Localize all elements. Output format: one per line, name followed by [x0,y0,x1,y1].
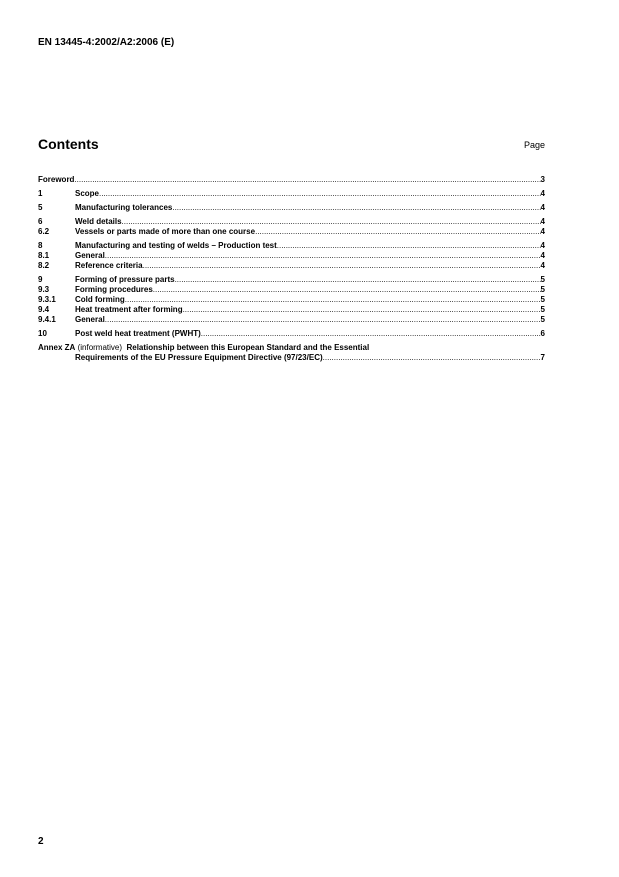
toc-entry-title: Vessels or parts made of more than one course [75,227,256,236]
toc-page-number: 4 [540,227,545,236]
toc-leader-dots [99,189,541,199]
page-title: Contents [38,136,99,152]
toc-entry-title: General [75,251,105,260]
toc-row[interactable] [38,189,545,199]
toc-section-number: 8.2 [38,261,50,270]
toc-page-number: 3 [540,175,545,184]
toc-section-number: 9.4 [38,305,50,314]
toc-entry-title: Weld details [75,217,122,226]
toc-page-number: 5 [540,315,545,324]
toc-entry-title: Reference criteria [75,261,143,270]
table-of-contents [38,175,545,363]
annex-title-line-1: Relationship between this European Standard and the Essential [126,343,370,352]
toc-page-number: 6 [540,329,545,338]
document-header: EN 13445-4:2002/A2:2006 (E) [38,37,175,48]
toc-section-number: 8.1 [38,251,50,260]
toc-row[interactable] [38,241,545,251]
toc-row[interactable] [38,285,545,295]
toc-page-number: 4 [540,261,545,270]
toc-entry-title: Forming procedures [75,285,153,294]
toc-row[interactable] [38,295,545,305]
toc-leader-dots [277,241,541,251]
toc-leader-dots [105,315,541,325]
annex-qualifier: (informative) [77,343,123,352]
toc-section-number: 9 [38,275,43,284]
toc-row[interactable] [38,227,545,237]
toc-row-annex-za[interactable] [38,343,545,363]
toc-leader-dots [74,175,540,185]
toc-leader-dots [201,329,541,339]
toc-page-number: 5 [540,285,545,294]
toc-section-number: 9.4.1 [38,315,56,324]
toc-page-number: 5 [540,275,545,284]
toc-page-number: 4 [540,241,545,250]
toc-row[interactable] [38,275,545,285]
toc-section-number: 10 [38,329,47,338]
toc-section-number: 9.3.1 [38,295,56,304]
toc-page-number: 5 [540,295,545,304]
toc-page-number: 4 [540,203,545,212]
toc-row[interactable] [38,329,545,339]
footer-page-number: 2 [38,836,44,847]
annex-label: Annex ZA [38,343,76,352]
toc-section-number: 9.3 [38,285,50,294]
toc-section-number: 5 [38,203,43,212]
toc-entry-title: Forming of pressure parts [75,275,175,284]
toc-leader-dots [125,295,541,305]
toc-leader-dots [255,227,540,237]
toc-row[interactable] [38,305,545,315]
toc-leader-dots [323,353,541,363]
annex-title-line-2: Requirements of the EU Pressure Equipment Directive (97/23/EC) [75,353,323,362]
annex-line-1 [38,343,545,353]
annex-line-2 [38,353,545,363]
toc-entry-title: General [75,315,105,324]
toc-page-number: 5 [540,305,545,314]
toc-row-foreword[interactable] [38,175,545,185]
toc-section-number: 6 [38,217,43,226]
toc-leader-dots [175,275,541,285]
toc-row[interactable] [38,315,545,325]
toc-page-number: 4 [540,251,545,260]
toc-entry-title: Post weld heat treatment (PWHT) [75,329,201,338]
toc-page-number: 4 [540,217,545,226]
toc-section-number: 8 [38,241,43,250]
toc-entry-title: Cold forming [75,295,125,304]
toc-leader-dots [172,203,540,213]
toc-page-number: 4 [540,189,545,198]
toc-section-number: 1 [38,189,43,198]
page-column-label: Page [523,140,545,150]
toc-page-number: 7 [540,353,545,362]
toc-leader-dots [153,285,541,295]
toc-leader-dots [143,261,541,271]
toc-leader-dots [122,217,541,227]
toc-entry-title: Manufacturing and testing of welds – Production test [75,241,277,250]
toc-entry-title: Scope [75,189,100,198]
toc-leader-dots [105,251,541,261]
toc-entry-title: Heat treatment after forming [75,305,183,314]
toc-entry-title: Foreword [38,175,75,184]
toc-section-number: 6.2 [38,227,50,236]
toc-entry-title: Manufacturing tolerances [75,203,173,212]
toc-row[interactable] [38,251,545,261]
toc-row[interactable] [38,217,545,227]
toc-leader-dots [183,305,541,315]
toc-row[interactable] [38,203,545,213]
toc-row[interactable] [38,261,545,271]
